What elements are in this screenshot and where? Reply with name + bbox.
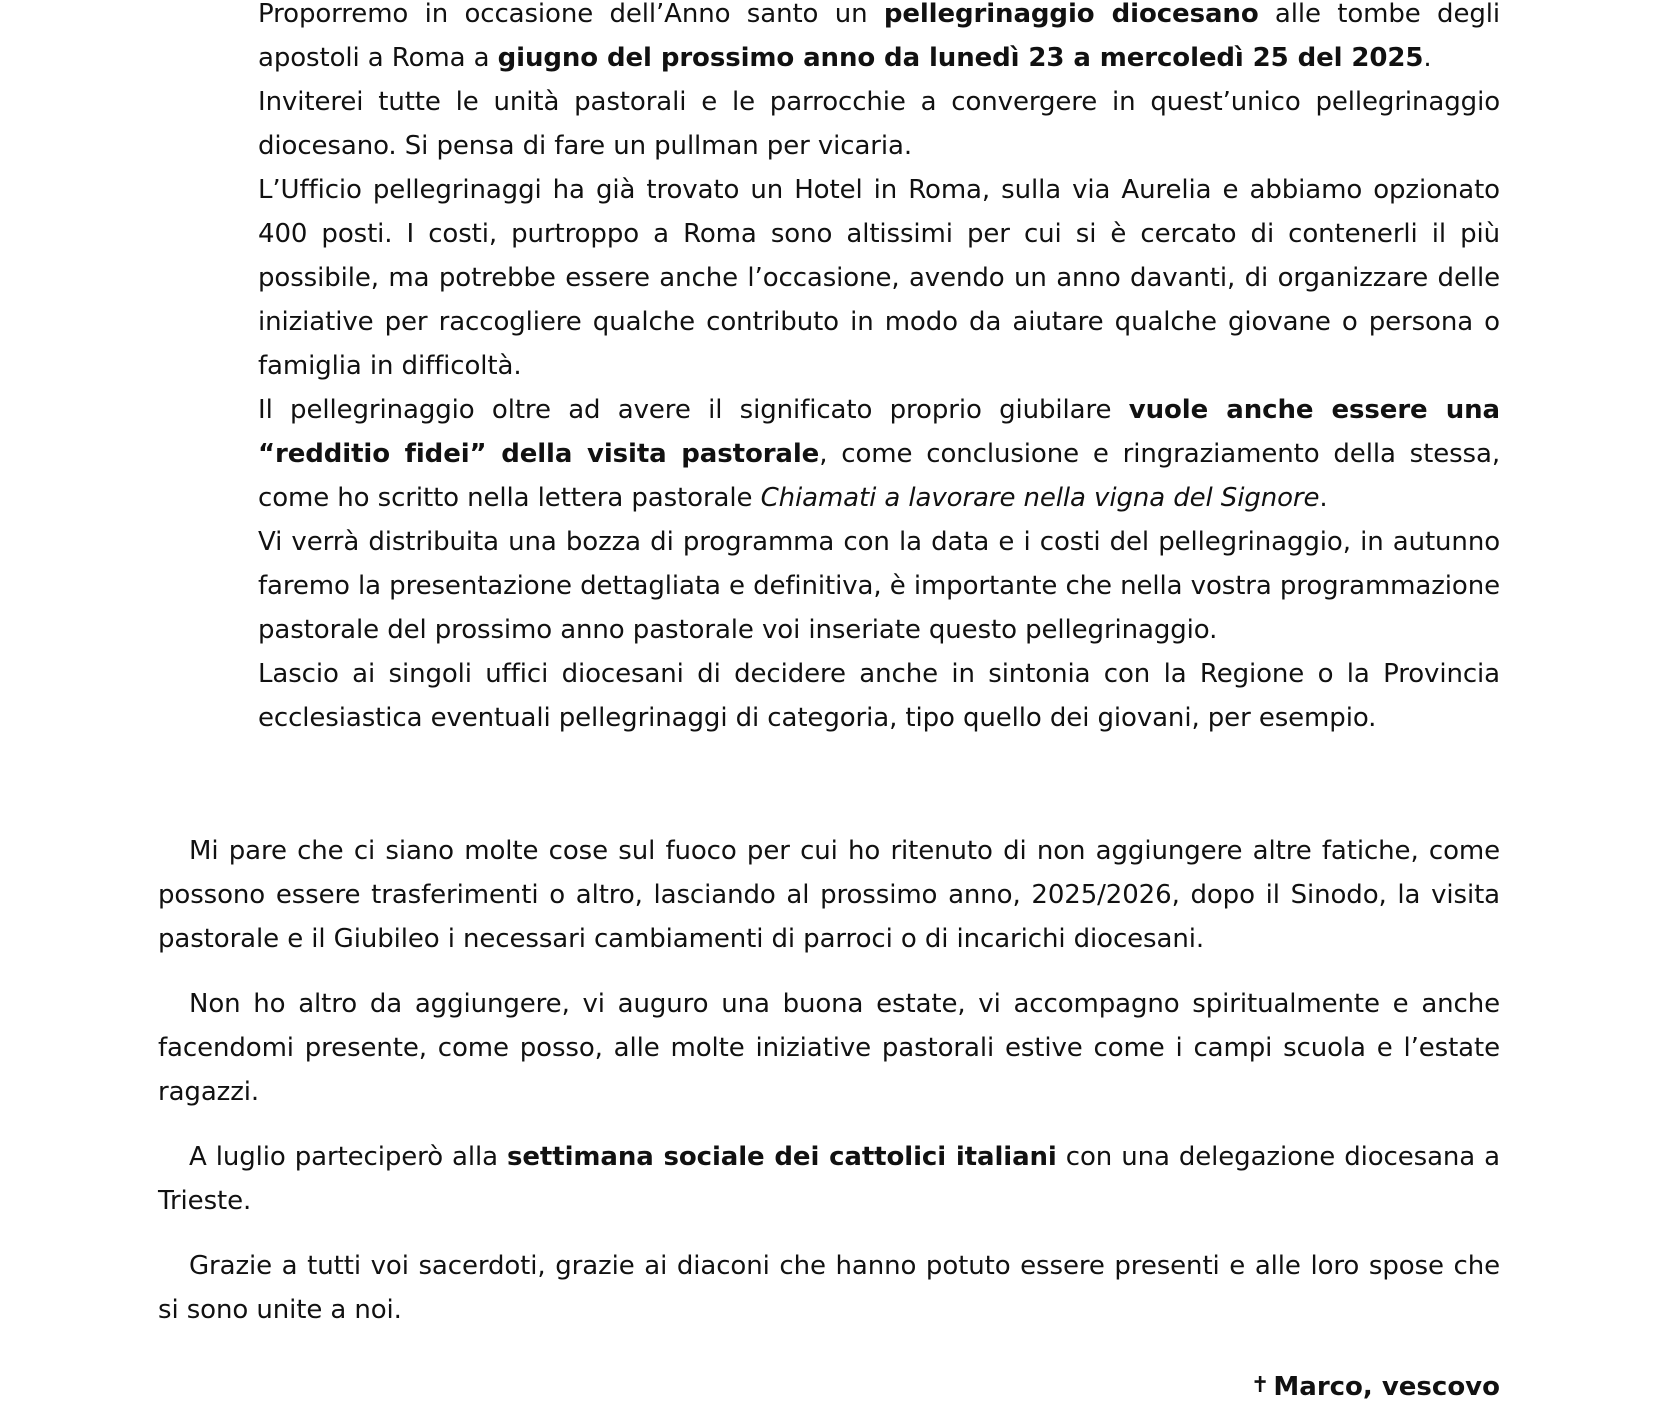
- pilgrimage-section: [258, 0, 1500, 740]
- text-span: .: [1423, 43, 1432, 73]
- cross-icon: ✝: [1250, 1373, 1270, 1398]
- closing-section: [158, 829, 1500, 1353]
- pilgrimage-paragraph-1: [258, 0, 1500, 80]
- closing-paragraph-3: [158, 1135, 1500, 1223]
- text-span: Il pellegrinaggio oltre ad avere il significato proprio giubilare: [258, 395, 1129, 425]
- letter-title: Chiamati a lavorare nella vigna del Signore: [760, 483, 1320, 513]
- closing-paragraph-1: Mi pare che ci siano molte cose sul fuoco per cui ho ritenuto di non aggiungere altre fatiche, come possono essere trasferimenti o altro, lasciando al prossimo anno, 2025/2026, dopo il Sinodo, la visita pastorale e il Giubileo i necessari cambiamenti di parroci o di incarichi diocesani.: [158, 836, 1500, 954]
- text-span: .: [1319, 483, 1328, 513]
- text-span: A luglio parteciperò alla: [189, 1142, 508, 1172]
- text-span: con una delegazione diocesana a Trieste.: [158, 1142, 1500, 1216]
- bold-text: vuole anche essere una “redditio fidei” della visita pastorale: [258, 395, 1500, 469]
- pilgrimage-paragraph-2: Inviterei tutte le unità pastorali e le parrocchie a convergere in quest’unico pellegrinaggio diocesano. Si pensa di fare un pullman per vicaria.: [258, 87, 1500, 161]
- signature: [1251, 1364, 1500, 1409]
- pilgrimage-paragraph-6: Lascio ai singoli uffici diocesani di decidere anche in sintonia con la Regione o la Provincia ecclesiastica eventuali pellegrinaggi di categoria, tipo quello dei giovani, per esempio.: [258, 659, 1500, 733]
- pilgrimage-paragraph-4: [258, 388, 1500, 520]
- bold-text: pellegrinaggio diocesano: [883, 0, 1259, 29]
- text-span: , come conclusione e ringraziamento della stessa, come ho scritto nella lettera pastorale: [258, 439, 1500, 513]
- pilgrimage-paragraph-5: Vi verrà distribuita una bozza di programma con la data e i costi del pellegrinaggio, in autunno faremo la presentazione dettagliata e definitiva, è importante che nella vostra programmazione pastorale del prossimo anno pastorale voi inseriate questo pellegrinaggio.: [258, 527, 1500, 645]
- closing-paragraph-2: Non ho altro da aggiungere, vi auguro una buona estate, vi accompagno spiritualmente e anche facendomi presente, come posso, alle molte iniziative pastorali estive come i campi scuola e l’estate ragazzi.: [158, 989, 1500, 1107]
- text-span: alle tombe degli apostoli a Roma a: [258, 0, 1500, 73]
- pilgrimage-paragraph-3: L’Ufficio pellegrinaggi ha già trovato un Hotel in Roma, sulla via Aurelia e abbiamo opzionato 400 posti. I costi, purtroppo a Roma sono altissimi per cui si è cercato di contenerli il più possibile, ma potrebbe essere anche l’occasione, avendo un anno davanti, di organizzare delle iniziative per raccogliere qualche contributo in modo da aiutare qualche giovane o persona o famiglia in difficoltà.: [258, 175, 1500, 381]
- bold-date: giugno del prossimo anno da lunedì 23 a mercoledì 25 del 2025: [497, 43, 1424, 73]
- text-span: Proporremo in occasione dell’Anno santo un: [258, 0, 884, 29]
- closing-paragraph-4: Grazie a tutti voi sacerdoti, grazie ai diaconi che hanno potuto essere presenti e alle loro spose che si sono unite a noi.: [158, 1251, 1500, 1325]
- signature-name: Marco, vescovo: [1273, 1372, 1500, 1402]
- bold-text: settimana sociale dei cattolici italiani: [507, 1142, 1057, 1172]
